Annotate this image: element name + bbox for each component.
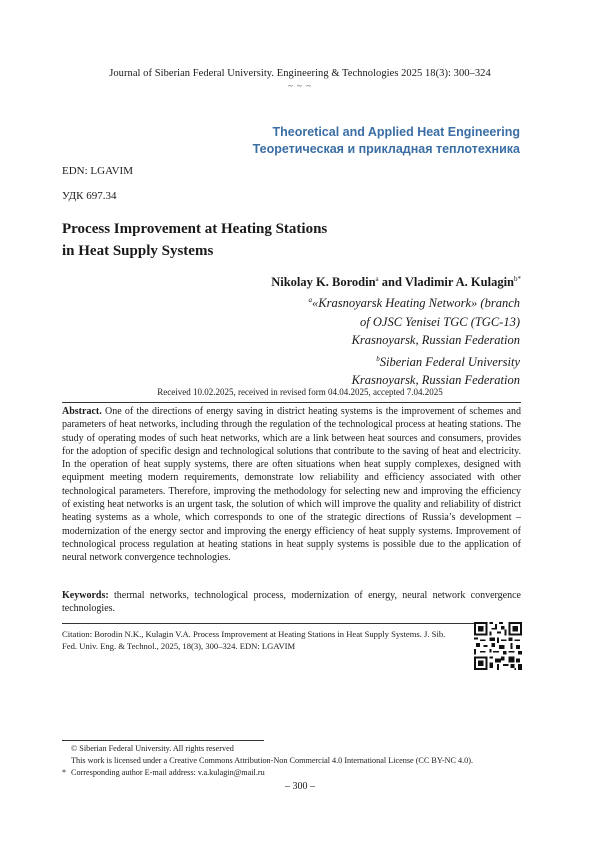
abstract [62,405,521,565]
paper-title-line2: in Heat Supply Systems [62,243,214,259]
qr-code-icon [474,622,522,670]
affiliation-b-line2: Krasnoyarsk, Russian Federation [351,373,520,388]
header-ornament: ~ ~ ~ [287,81,313,91]
page-number: – 300 – [285,781,315,792]
author-1-sup: a [375,275,379,283]
affiliation-a-line3: Krasnoyarsk, Russian Federation [351,333,520,348]
abstract-label: Abstract. [62,406,102,417]
author-1: Nikolay K. Borodin [271,275,376,290]
authors-and: and [378,275,405,290]
abstract-text: One of the directions of energy saving in district heating systems is the improvement of schemes and parameters of heat networks, including through the regulation of the technological process at heating stations. The study of operating modes of such heat networks, which are a link between heat sources and consumers, provides for the adoption of specific design and technological solutions that contribute to the saving of heat and electricity. In the operation of heat supply systems, there are often situations when heat supply complexes, designed with equipment meeting modern requirements, demonstrate low reliability and efficiency associated with other technological parameters. Therefore, improving the methodology for selecting new and improving the efficiency of existing heat networks is an urgent task, the solution of which will improve the quality and reliability of district heating systems as a whole, which corresponds to one of the strategic directions of Russia’s development – modernization of the energy sector and improving the energy efficiency of heat supply systems. Improvement of technological process regulation at heating stations in heat supply systems is possible due to the application of neural network convergence technologies. [62,406,521,564]
section-title-ru: Теоретическая и прикладная теплотехника [252,142,520,156]
affiliation-a-line2: of OJSC Yenisei TGC (TGC-13) [360,314,520,329]
affiliation-a-line1: $^a$«Krasnoyarsk Heating Network» (branch [308,296,520,311]
author-2: Vladimir A. Kulagin [404,275,514,290]
affiliation-b-sup: b [376,354,380,363]
keywords [62,589,521,616]
citation: Citation: Borodin N.K., Kulagin V.A. Process Improvement at Heating Stations in Heat Supply Systems. J. Sib. Fed. Univ. Eng. & Technol., 2025, 18(3), 300–324. EDN: LGAVIM [62,629,446,651]
keywords-text: thermal networks, technological process, modernization of energy, neural network convergence technologies. [62,590,521,615]
affiliations [309,291,520,390]
footnote-star: * [62,768,67,777]
footnote-rule [62,740,264,741]
affiliation-b-line1: $^b$Siberian Federal University [376,354,520,369]
keywords-label: Keywords: [62,590,109,601]
udk-id: УДК 697.34 [62,190,117,202]
journal-header: Journal of Siberian Federal University. Engineering & Technologies 2025 18(3): 300–324 [109,68,491,79]
section-title-en: Theoretical and Applied Heat Engineering [272,125,520,139]
authors-line [271,275,521,290]
affiliation-a-sup: a [308,296,313,304]
edn-id: EDN: LGAVIM [62,165,133,177]
paper-title-line1: Process Improvement at Heating Stations [62,221,328,237]
received-dates: Received 10.02.2025, received in revised form 04.04.2025, accepted 7.04.2025 [157,387,443,397]
divider [62,623,521,624]
author-2-sup: b* [514,275,521,283]
divider [62,402,521,403]
paper-title [62,218,327,262]
